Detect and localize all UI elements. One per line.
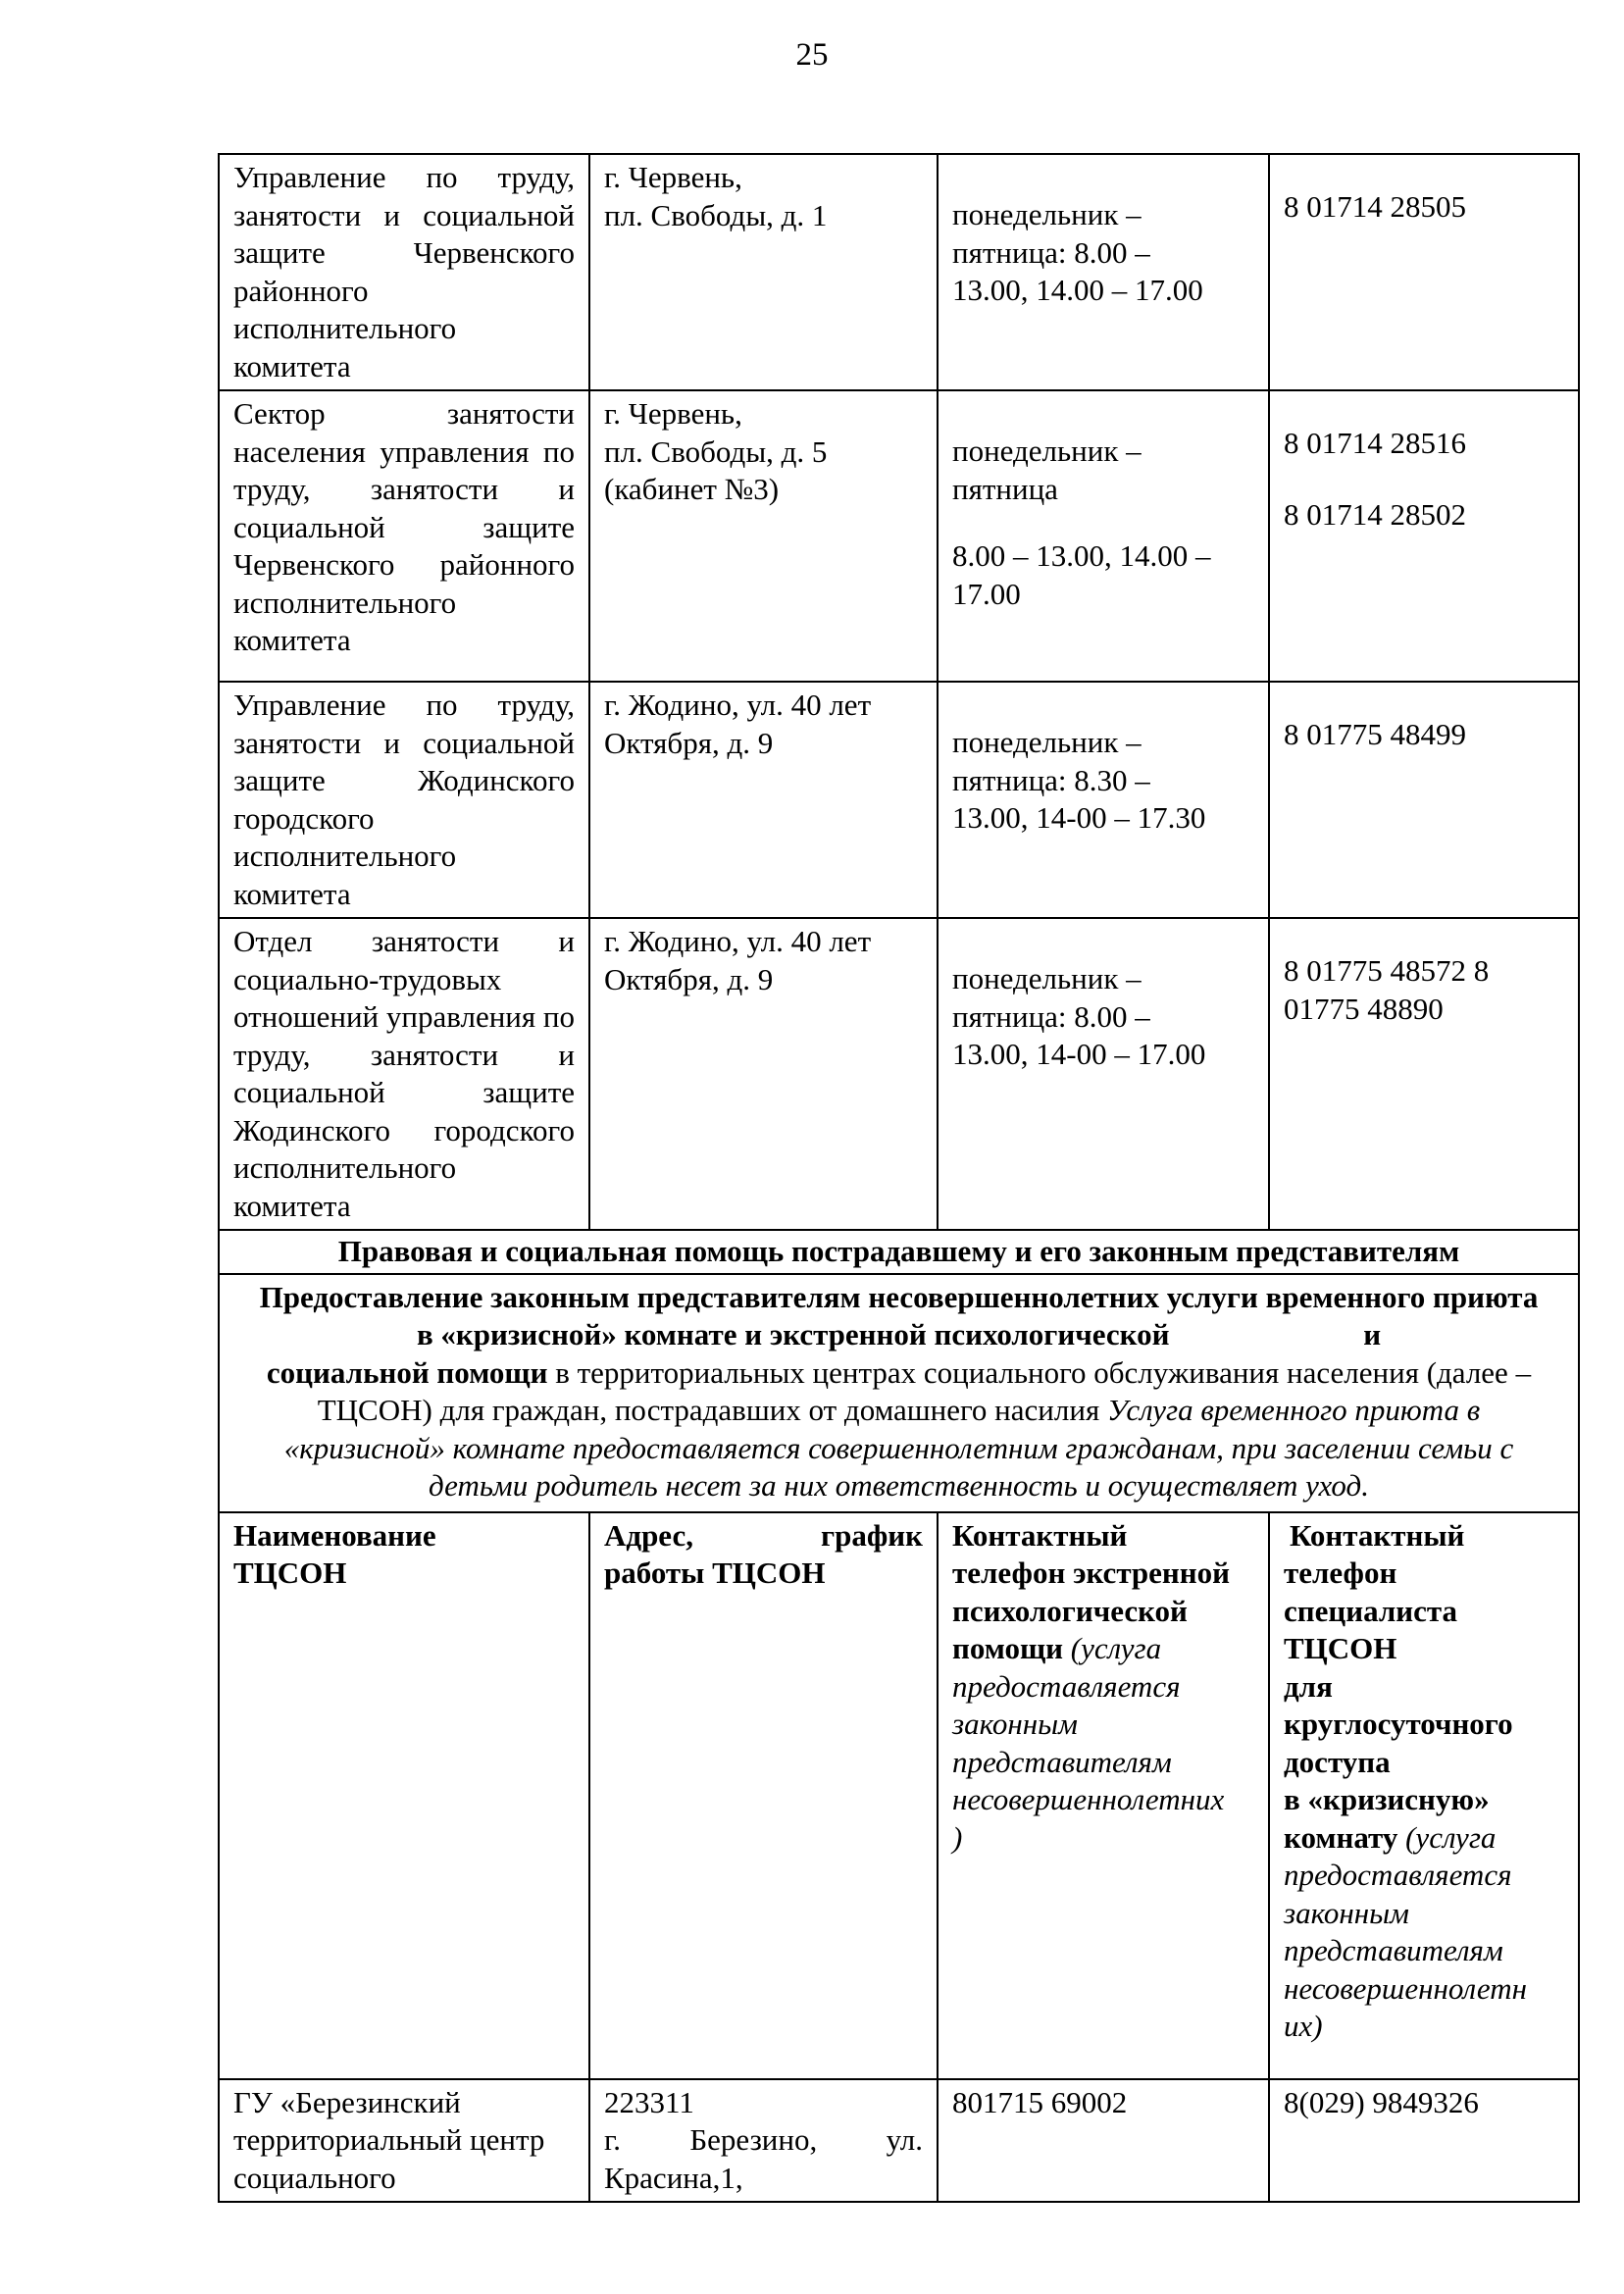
header-text: для: [1284, 1668, 1333, 1704]
header-text: Контактный: [952, 1517, 1128, 1553]
header-text: в «кризисную»: [1284, 1782, 1490, 1816]
org-phones: [1269, 682, 1579, 918]
org-name: Управление по труду, занятости и социальной защите Жодинского городского исполнительного комитета: [219, 682, 589, 918]
address-line: г. Березино, ул.: [604, 2122, 923, 2157]
org-name: [219, 2079, 589, 2203]
header-text: телефон экстренной: [952, 1555, 1231, 1590]
header-note: несовершеннолетн: [1284, 1970, 1527, 2006]
schedule-line: 13.00, 14-00 – 17.30: [952, 800, 1206, 835]
address-line: (кабинет №3): [604, 472, 780, 506]
org-phones: [1269, 390, 1579, 682]
address-line: пл. Свободы, д. 1: [604, 197, 828, 232]
name-line: ГУ «Березинский: [233, 2084, 461, 2119]
name-line: территориальный центр: [233, 2122, 545, 2157]
header-note: предоставляется: [1284, 1858, 1512, 1892]
address-line: г. Жодино, ул. 40 лет: [604, 688, 872, 722]
schedule-line: пятница: 8.30 –: [952, 762, 1150, 797]
phone-number: 8 01775 48572 8: [1284, 953, 1490, 988]
header-text: телефон: [1284, 1555, 1397, 1590]
service-title-and: и: [1363, 1317, 1382, 1351]
header-note: представителям: [952, 1744, 1172, 1779]
org-name: Отдел занятости и социально-трудовых отношений управления по труду, занятости и социальной защите Жодинского городского исполнительного комитета: [219, 918, 589, 1230]
header-text: специалиста: [1284, 1593, 1457, 1628]
schedule-line: понедельник –: [952, 433, 1142, 468]
org-name: Сектор занятости населения управления по труду, занятости и социальной защите Червенского районного исполнительного комитета: [219, 390, 589, 682]
table-row: [219, 918, 1579, 1230]
schedule-line: 13.00, 14.00 – 17.00: [952, 273, 1203, 307]
service-title: Предоставление законным представителям несовершеннолетних услуги временного приюта в «кризисной» комнате и экстренной психологической: [259, 1279, 1539, 1351]
org-address: [589, 390, 938, 682]
schedule-line: понедельник –: [952, 961, 1142, 995]
table-row: [219, 2079, 1579, 2203]
header-text: комнату: [1284, 1819, 1398, 1855]
schedule-line: понедельник –: [952, 725, 1142, 759]
page-number: 25: [795, 37, 829, 73]
schedule-line: пятница: [952, 471, 1058, 506]
service-note: Услуга временного приюта в «кризисной» комнате предоставляется совершеннолетним гражданам, при заселении семьи с детьми родитель несет за них ответственность и осуществляет уход.: [283, 1393, 1514, 1503]
header-emergency-phone: [938, 1512, 1269, 2079]
table-row: [219, 390, 1579, 682]
org-phones: [1269, 154, 1579, 390]
header-note: (услуга: [1070, 1631, 1162, 1665]
org-phones: [1269, 918, 1579, 1230]
org-name: Управление по труду, занятости и социальной защите Червенского районного исполнительного комитета: [219, 154, 589, 390]
org-address: [589, 2079, 938, 2203]
table-header-row: [219, 1512, 1579, 2079]
section-title: Правовая и социальная помощь пострадавшему и его законным представителям: [219, 1230, 1579, 1274]
org-schedule: [938, 154, 1269, 390]
service-description-row: [219, 1274, 1579, 1512]
header-text: работы ТЦСОН: [604, 1555, 826, 1590]
header-note: представителям: [1284, 1933, 1503, 1967]
service-description: [219, 1274, 1579, 1512]
header-note: (услуга: [1405, 1819, 1497, 1855]
phone-number: 01775 48890: [1284, 991, 1444, 1026]
header-specialist-phone: [1269, 1512, 1579, 2079]
header-note: законным: [952, 1707, 1078, 1741]
address-line: Красина,1,: [604, 2160, 743, 2195]
name-line: социального: [233, 2160, 396, 2195]
address-line: г. Червень,: [604, 396, 742, 431]
address-line: 223311: [604, 2084, 694, 2119]
service-text: в территориальных центрах социального обслуживания населения (далее – ТЦСОН) для граждан, пострадавших от домашнего насилия: [317, 1354, 1532, 1427]
header-note: несовершеннолетних: [952, 1782, 1225, 1816]
schedule-line: 17.00: [952, 576, 1021, 611]
org-address: [589, 918, 938, 1230]
schedule-line: 8.00 – 13.00, 14.00 –: [952, 538, 1211, 573]
org-schedule: [938, 918, 1269, 1230]
header-note: ): [952, 1819, 963, 1855]
header-text: психологической: [952, 1593, 1188, 1628]
schedule-line: 13.00, 14-00 – 17.00: [952, 1037, 1206, 1071]
phone-number: 8 01714 28516: [1284, 426, 1466, 460]
emergency-phone: 801715 69002: [938, 2079, 1269, 2203]
header-text: круглосуточного: [1284, 1707, 1513, 1741]
header-name: [219, 1512, 589, 2079]
specialist-phone: 8(029) 9849326: [1269, 2079, 1579, 2203]
address-line: Октября, д. 9: [604, 961, 774, 996]
address-line: г. Червень,: [604, 160, 742, 194]
header-text: ТЦСОН: [233, 1555, 347, 1590]
header-note: их): [1284, 2009, 1323, 2043]
table-row: [219, 682, 1579, 918]
address-line: Октября, д. 9: [604, 725, 774, 760]
service-title-social: социальной помощи: [266, 1354, 548, 1390]
header-text: Контактный: [1290, 1517, 1465, 1553]
org-schedule: [938, 390, 1269, 682]
org-address: [589, 682, 938, 918]
phone-number: 8 01714 28505: [1284, 189, 1466, 224]
schedule-line: понедельник –: [952, 197, 1142, 231]
services-table: [218, 153, 1580, 2203]
table-row: [219, 154, 1579, 390]
org-address: [589, 154, 938, 390]
header-text: ТЦСОН: [1284, 1631, 1397, 1665]
header-note: законным: [1284, 1895, 1409, 1930]
header-text: доступа: [1284, 1744, 1391, 1779]
schedule-line: пятница: 8.00 –: [952, 998, 1150, 1034]
address-line: пл. Свободы, д. 5: [604, 433, 828, 469]
phone-number: 8 01714 28502: [1284, 496, 1466, 532]
schedule-line: пятница: 8.00 –: [952, 234, 1150, 270]
header-text: помощи: [952, 1631, 1064, 1665]
section-title-row: [219, 1230, 1579, 1274]
org-schedule: [938, 682, 1269, 918]
header-text: Адрес, график: [604, 1517, 923, 1553]
header-note: предоставляется: [952, 1668, 1181, 1704]
header-text: Наименование: [233, 1517, 436, 1553]
address-line: г. Жодино, ул. 40 лет: [604, 924, 872, 958]
phone-number: 8 01775 48499: [1284, 717, 1466, 751]
header-address: [589, 1512, 938, 2079]
